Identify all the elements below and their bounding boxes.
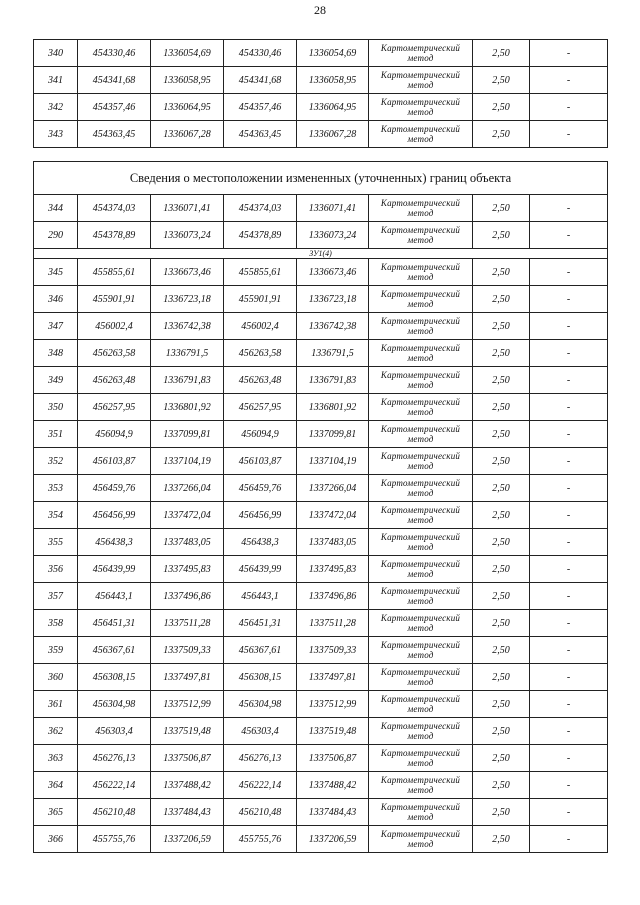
refined-x-cell: 456002,4 xyxy=(224,313,297,340)
existing-x-cell: 454378,89 xyxy=(78,222,151,249)
accuracy-cell: 2,50 xyxy=(473,745,530,772)
table-row xyxy=(34,222,608,249)
accuracy-cell: 2,50 xyxy=(473,313,530,340)
note-cell: - xyxy=(530,121,608,148)
method-cell: Картометрический метод xyxy=(369,799,473,826)
existing-x-cell: 456263,58 xyxy=(78,340,151,367)
method-cell: Картометрический метод xyxy=(369,556,473,583)
existing-x-cell: 456276,13 xyxy=(78,745,151,772)
refined-y-cell: 1337512,99 xyxy=(297,691,369,718)
existing-x-cell: 456367,61 xyxy=(78,637,151,664)
method-cell: Картометрический метод xyxy=(369,67,473,94)
existing-y-cell: 1337497,81 xyxy=(151,664,224,691)
refined-y-cell: 1337099,81 xyxy=(297,421,369,448)
accuracy-cell: 2,50 xyxy=(473,367,530,394)
existing-x-cell: 456263,48 xyxy=(78,367,151,394)
refined-y-cell: 1336067,28 xyxy=(297,121,369,148)
table-row xyxy=(34,799,608,826)
refined-y-cell: 1337206,59 xyxy=(297,826,369,853)
method-cell: Картометрический метод xyxy=(369,121,473,148)
point-number-cell: 358 xyxy=(34,610,78,637)
refined-y-cell: 1337506,87 xyxy=(297,745,369,772)
table-row xyxy=(34,340,608,367)
point-number-cell: 362 xyxy=(34,718,78,745)
accuracy-cell: 2,50 xyxy=(473,583,530,610)
refined-x-cell: 456263,48 xyxy=(224,367,297,394)
point-number-cell: 343 xyxy=(34,121,78,148)
refined-y-cell: 1336801,92 xyxy=(297,394,369,421)
point-number-cell: 356 xyxy=(34,556,78,583)
existing-y-cell: 1337099,81 xyxy=(151,421,224,448)
refined-y-cell: 1336723,18 xyxy=(297,286,369,313)
refined-y-cell: 1337496,86 xyxy=(297,583,369,610)
method-cell: Картометрический метод xyxy=(369,367,473,394)
existing-x-cell: 456439,99 xyxy=(78,556,151,583)
method-cell: Картометрический метод xyxy=(369,637,473,664)
method-cell: Картометрический метод xyxy=(369,664,473,691)
method-cell: Картометрический метод xyxy=(369,340,473,367)
method-cell: Картометрический метод xyxy=(369,610,473,637)
refined-y-cell: 1337104,19 xyxy=(297,448,369,475)
refined-x-cell: 454341,68 xyxy=(224,67,297,94)
coordinates-table-continued xyxy=(33,39,608,148)
accuracy-cell: 2,50 xyxy=(473,772,530,799)
existing-x-cell: 456443,1 xyxy=(78,583,151,610)
point-number-cell: 364 xyxy=(34,772,78,799)
point-number-cell: 344 xyxy=(34,195,78,222)
refined-x-cell: 456438,3 xyxy=(224,529,297,556)
point-number-cell: 357 xyxy=(34,583,78,610)
accuracy-cell: 2,50 xyxy=(473,502,530,529)
table-row xyxy=(34,745,608,772)
refined-x-cell: 456443,1 xyxy=(224,583,297,610)
point-number-cell: 361 xyxy=(34,691,78,718)
accuracy-cell: 2,50 xyxy=(473,448,530,475)
refined-x-cell: 456456,99 xyxy=(224,502,297,529)
note-cell: - xyxy=(530,67,608,94)
point-number-cell: 350 xyxy=(34,394,78,421)
point-number-cell: 345 xyxy=(34,259,78,286)
note-cell: - xyxy=(530,745,608,772)
point-number-cell: 346 xyxy=(34,286,78,313)
existing-x-cell: 456210,48 xyxy=(78,799,151,826)
note-cell: - xyxy=(530,421,608,448)
accuracy-cell: 2,50 xyxy=(473,259,530,286)
existing-y-cell: 1337483,05 xyxy=(151,529,224,556)
table-row xyxy=(34,826,608,853)
accuracy-cell: 2,50 xyxy=(473,664,530,691)
accuracy-cell: 2,50 xyxy=(473,529,530,556)
existing-x-cell: 456456,99 xyxy=(78,502,151,529)
table-row xyxy=(34,718,608,745)
refined-y-cell: 1336054,69 xyxy=(297,40,369,67)
method-cell: Картометрический метод xyxy=(369,772,473,799)
method-cell: Картометрический метод xyxy=(369,286,473,313)
refined-x-cell: 456257,95 xyxy=(224,394,297,421)
table-row xyxy=(34,94,608,121)
refined-y-cell: 1336791,5 xyxy=(297,340,369,367)
accuracy-cell: 2,50 xyxy=(473,691,530,718)
point-number-cell: 347 xyxy=(34,313,78,340)
table-row xyxy=(34,195,608,222)
existing-x-cell: 454374,03 xyxy=(78,195,151,222)
note-cell: - xyxy=(530,222,608,249)
point-number-cell: 354 xyxy=(34,502,78,529)
existing-y-cell: 1337472,04 xyxy=(151,502,224,529)
point-number-cell: 342 xyxy=(34,94,78,121)
note-cell: - xyxy=(530,502,608,529)
refined-x-cell: 455901,91 xyxy=(224,286,297,313)
point-number-cell: 341 xyxy=(34,67,78,94)
existing-y-cell: 1337511,28 xyxy=(151,610,224,637)
accuracy-cell: 2,50 xyxy=(473,394,530,421)
refined-x-cell: 455755,76 xyxy=(224,826,297,853)
section-heading: Сведения о местоположении измененных (уточненных) границ объекта xyxy=(34,162,608,195)
existing-x-cell: 454330,46 xyxy=(78,40,151,67)
refined-y-cell: 1337497,81 xyxy=(297,664,369,691)
point-number-cell: 365 xyxy=(34,799,78,826)
refined-x-cell: 456459,76 xyxy=(224,475,297,502)
section-heading-row xyxy=(34,162,608,195)
method-cell: Картометрический метод xyxy=(369,94,473,121)
refined-y-cell: 1337266,04 xyxy=(297,475,369,502)
accuracy-cell: 2,50 xyxy=(473,718,530,745)
table-row xyxy=(34,475,608,502)
existing-y-cell: 1336067,28 xyxy=(151,121,224,148)
existing-y-cell: 1337495,83 xyxy=(151,556,224,583)
note-cell: - xyxy=(530,340,608,367)
existing-x-cell: 455855,61 xyxy=(78,259,151,286)
method-cell: Картометрический метод xyxy=(369,529,473,556)
existing-y-cell: 1337519,48 xyxy=(151,718,224,745)
table-row xyxy=(34,610,608,637)
method-cell: Картометрический метод xyxy=(369,718,473,745)
subsection-row xyxy=(34,249,608,259)
note-cell: - xyxy=(530,799,608,826)
accuracy-cell: 2,50 xyxy=(473,121,530,148)
existing-x-cell: 456438,3 xyxy=(78,529,151,556)
point-number-cell: 353 xyxy=(34,475,78,502)
existing-y-cell: 1336791,83 xyxy=(151,367,224,394)
note-cell: - xyxy=(530,475,608,502)
refined-x-cell: 456451,31 xyxy=(224,610,297,637)
note-cell: - xyxy=(530,691,608,718)
note-cell: - xyxy=(530,448,608,475)
note-cell: - xyxy=(530,40,608,67)
accuracy-cell: 2,50 xyxy=(473,799,530,826)
existing-y-cell: 1336073,24 xyxy=(151,222,224,249)
method-cell: Картометрический метод xyxy=(369,40,473,67)
table-row xyxy=(34,637,608,664)
point-number-cell: 352 xyxy=(34,448,78,475)
note-cell: - xyxy=(530,664,608,691)
method-cell: Картометрический метод xyxy=(369,195,473,222)
table-body-top xyxy=(34,40,608,148)
existing-y-cell: 1337496,86 xyxy=(151,583,224,610)
refined-x-cell: 456367,61 xyxy=(224,637,297,664)
note-cell: - xyxy=(530,556,608,583)
refined-y-cell: 1337495,83 xyxy=(297,556,369,583)
table-row xyxy=(34,121,608,148)
note-cell: - xyxy=(530,367,608,394)
point-number-cell: 340 xyxy=(34,40,78,67)
refined-y-cell: 1337472,04 xyxy=(297,502,369,529)
accuracy-cell: 2,50 xyxy=(473,94,530,121)
table-row xyxy=(34,67,608,94)
point-number-cell: 366 xyxy=(34,826,78,853)
refined-x-cell: 454357,46 xyxy=(224,94,297,121)
note-cell: - xyxy=(530,529,608,556)
existing-y-cell: 1337484,43 xyxy=(151,799,224,826)
note-cell: - xyxy=(530,826,608,853)
refined-y-cell: 1337484,43 xyxy=(297,799,369,826)
refined-x-cell: 455855,61 xyxy=(224,259,297,286)
refined-x-cell: 456303,4 xyxy=(224,718,297,745)
refined-x-cell: 456103,87 xyxy=(224,448,297,475)
refined-y-cell: 1336673,46 xyxy=(297,259,369,286)
existing-x-cell: 456451,31 xyxy=(78,610,151,637)
existing-x-cell: 456304,98 xyxy=(78,691,151,718)
existing-x-cell: 454357,46 xyxy=(78,94,151,121)
table-row xyxy=(34,502,608,529)
subsection-label: ЗУ1(4) xyxy=(34,249,608,259)
accuracy-cell: 2,50 xyxy=(473,222,530,249)
existing-y-cell: 1336673,46 xyxy=(151,259,224,286)
table-row xyxy=(34,40,608,67)
refined-y-cell: 1336071,41 xyxy=(297,195,369,222)
existing-x-cell: 455901,91 xyxy=(78,286,151,313)
note-cell: - xyxy=(530,286,608,313)
existing-y-cell: 1337206,59 xyxy=(151,826,224,853)
note-cell: - xyxy=(530,259,608,286)
accuracy-cell: 2,50 xyxy=(473,421,530,448)
accuracy-cell: 2,50 xyxy=(473,340,530,367)
method-cell: Картометрический метод xyxy=(369,448,473,475)
existing-x-cell: 456257,95 xyxy=(78,394,151,421)
existing-x-cell: 456222,14 xyxy=(78,772,151,799)
refined-x-cell: 456222,14 xyxy=(224,772,297,799)
refined-x-cell: 456210,48 xyxy=(224,799,297,826)
existing-y-cell: 1336791,5 xyxy=(151,340,224,367)
note-cell: - xyxy=(530,772,608,799)
existing-x-cell: 456103,87 xyxy=(78,448,151,475)
refined-y-cell: 1337488,42 xyxy=(297,772,369,799)
table-row xyxy=(34,421,608,448)
note-cell: - xyxy=(530,718,608,745)
accuracy-cell: 2,50 xyxy=(473,637,530,664)
table-row xyxy=(34,556,608,583)
existing-y-cell: 1336064,95 xyxy=(151,94,224,121)
refined-y-cell: 1337511,28 xyxy=(297,610,369,637)
table-row xyxy=(34,394,608,421)
table-row xyxy=(34,772,608,799)
note-cell: - xyxy=(530,94,608,121)
table-row xyxy=(34,691,608,718)
point-number-cell: 348 xyxy=(34,340,78,367)
existing-x-cell: 456459,76 xyxy=(78,475,151,502)
refined-y-cell: 1336064,95 xyxy=(297,94,369,121)
existing-x-cell: 456094,9 xyxy=(78,421,151,448)
refined-y-cell: 1337483,05 xyxy=(297,529,369,556)
refined-x-cell: 454374,03 xyxy=(224,195,297,222)
method-cell: Картометрический метод xyxy=(369,745,473,772)
existing-y-cell: 1336801,92 xyxy=(151,394,224,421)
existing-y-cell: 1337104,19 xyxy=(151,448,224,475)
accuracy-cell: 2,50 xyxy=(473,475,530,502)
refined-x-cell: 456439,99 xyxy=(224,556,297,583)
method-cell: Картометрический метод xyxy=(369,259,473,286)
refined-x-cell: 454330,46 xyxy=(224,40,297,67)
accuracy-cell: 2,50 xyxy=(473,195,530,222)
point-number-cell: 360 xyxy=(34,664,78,691)
refined-x-cell: 454378,89 xyxy=(224,222,297,249)
point-number-cell: 351 xyxy=(34,421,78,448)
accuracy-cell: 2,50 xyxy=(473,67,530,94)
existing-x-cell: 456303,4 xyxy=(78,718,151,745)
method-cell: Картометрический метод xyxy=(369,583,473,610)
refined-y-cell: 1336791,83 xyxy=(297,367,369,394)
method-cell: Картометрический метод xyxy=(369,826,473,853)
method-cell: Картометрический метод xyxy=(369,394,473,421)
note-cell: - xyxy=(530,583,608,610)
table-row xyxy=(34,259,608,286)
refined-x-cell: 456276,13 xyxy=(224,745,297,772)
point-number-cell: 355 xyxy=(34,529,78,556)
existing-y-cell: 1337509,33 xyxy=(151,637,224,664)
table-row xyxy=(34,664,608,691)
refined-y-cell: 1337509,33 xyxy=(297,637,369,664)
table-body-main xyxy=(34,162,608,853)
note-cell: - xyxy=(530,394,608,421)
point-number-cell: 363 xyxy=(34,745,78,772)
point-number-cell: 290 xyxy=(34,222,78,249)
refined-x-cell: 456263,58 xyxy=(224,340,297,367)
table-row xyxy=(34,286,608,313)
point-number-cell: 349 xyxy=(34,367,78,394)
refined-x-cell: 456304,98 xyxy=(224,691,297,718)
coordinates-table-changed-boundaries xyxy=(33,161,608,853)
method-cell: Картометрический метод xyxy=(369,502,473,529)
existing-y-cell: 1336071,41 xyxy=(151,195,224,222)
note-cell: - xyxy=(530,610,608,637)
refined-y-cell: 1337519,48 xyxy=(297,718,369,745)
method-cell: Картометрический метод xyxy=(369,421,473,448)
existing-y-cell: 1337266,04 xyxy=(151,475,224,502)
note-cell: - xyxy=(530,195,608,222)
refined-y-cell: 1336742,38 xyxy=(297,313,369,340)
method-cell: Картометрический метод xyxy=(369,475,473,502)
existing-x-cell: 454363,45 xyxy=(78,121,151,148)
note-cell: - xyxy=(530,313,608,340)
method-cell: Картометрический метод xyxy=(369,313,473,340)
existing-y-cell: 1336054,69 xyxy=(151,40,224,67)
table-row xyxy=(34,448,608,475)
existing-y-cell: 1337488,42 xyxy=(151,772,224,799)
existing-x-cell: 456002,4 xyxy=(78,313,151,340)
accuracy-cell: 2,50 xyxy=(473,286,530,313)
existing-y-cell: 1337506,87 xyxy=(151,745,224,772)
table-row xyxy=(34,313,608,340)
point-number-cell: 359 xyxy=(34,637,78,664)
existing-y-cell: 1336058,95 xyxy=(151,67,224,94)
existing-x-cell: 456308,15 xyxy=(78,664,151,691)
note-cell: - xyxy=(530,637,608,664)
table-row xyxy=(34,583,608,610)
existing-y-cell: 1336742,38 xyxy=(151,313,224,340)
refined-x-cell: 456308,15 xyxy=(224,664,297,691)
refined-x-cell: 454363,45 xyxy=(224,121,297,148)
method-cell: Картометрический метод xyxy=(369,691,473,718)
accuracy-cell: 2,50 xyxy=(473,610,530,637)
table-row xyxy=(34,529,608,556)
refined-y-cell: 1336058,95 xyxy=(297,67,369,94)
existing-y-cell: 1336723,18 xyxy=(151,286,224,313)
refined-y-cell: 1336073,24 xyxy=(297,222,369,249)
refined-x-cell: 456094,9 xyxy=(224,421,297,448)
accuracy-cell: 2,50 xyxy=(473,556,530,583)
accuracy-cell: 2,50 xyxy=(473,826,530,853)
page-number: 28 xyxy=(314,3,326,17)
accuracy-cell: 2,50 xyxy=(473,40,530,67)
existing-y-cell: 1337512,99 xyxy=(151,691,224,718)
method-cell: Картометрический метод xyxy=(369,222,473,249)
existing-x-cell: 454341,68 xyxy=(78,67,151,94)
table-row xyxy=(34,367,608,394)
existing-x-cell: 455755,76 xyxy=(78,826,151,853)
